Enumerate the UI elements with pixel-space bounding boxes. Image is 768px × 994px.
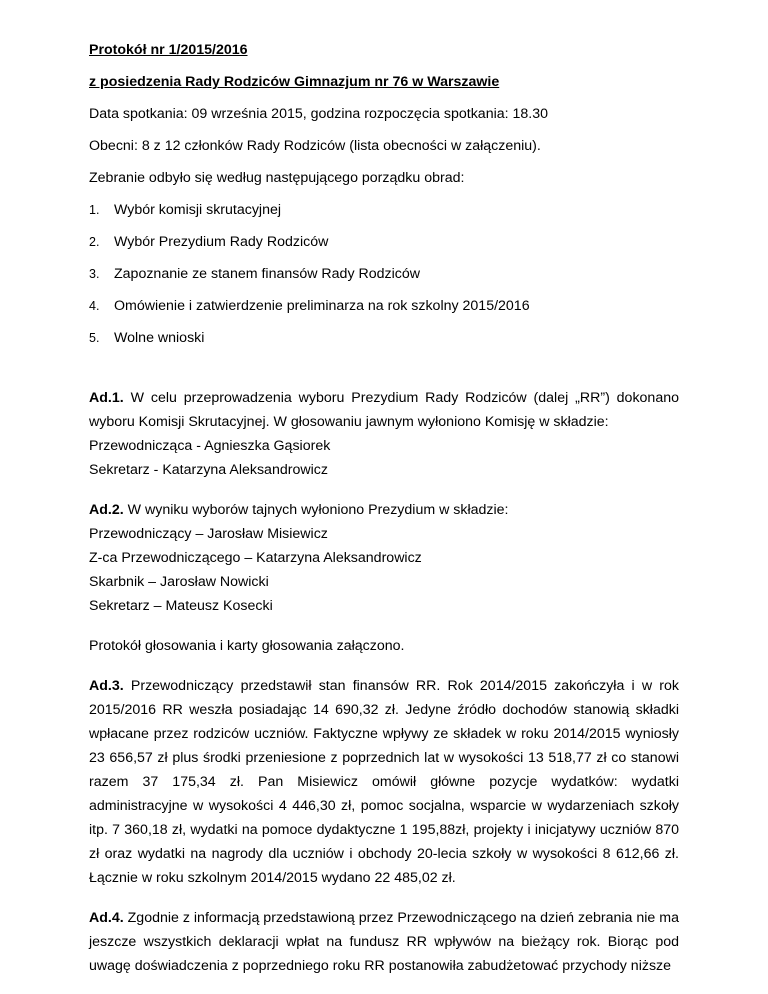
agenda-item-number: 1. [89,203,100,217]
ad2-member: Sekretarz – Mateusz Kosecki [89,598,273,614]
ad2-member: Przewodniczący – Jarosław Misiewicz [89,526,328,542]
section-ad3 [89,674,679,890]
ad1-label: Ad.1. [89,390,124,406]
ad2-text: W wyniku wyborów tajnych wyłoniono Prezydium w składzie: [127,502,509,518]
agenda-intro: Zebranie odbyło się według następującego porządku obrad: [89,170,465,186]
ad2-member: Z-ca Przewodniczącego – Katarzyna Aleksandrowicz [89,550,422,566]
ad1-member: Przewodnicząca - Agnieszka Gąsiorek [89,438,331,454]
section-ad2 [89,498,679,658]
ad2-label: Ad.2. [89,502,124,518]
agenda-item-text: Omówienie i zatwierdzenie preliminarza na rok szkolny 2015/2016 [114,298,530,314]
document-title: Protokół nr 1/2015/2016 [89,42,248,58]
ad2-note: Protokół głosowania i karty głosowania załączono. [89,638,405,654]
agenda-item [89,198,679,222]
agenda-item-number: 3. [89,267,100,281]
attendance: Obecni: 8 z 12 członków Rady Rodziców (lista obecności w załączeniu). [89,138,541,154]
ad1-member: Sekretarz - Katarzyna Aleksandrowicz [89,462,328,478]
agenda-item-text: Wybór komisji skrutacyjnej [114,202,282,218]
agenda-item [89,326,679,350]
agenda-item-text: Zapoznanie ze stanem finansów Rady Rodziców [114,266,420,282]
ad3-text: Przewodniczący przedstawił stan finansów RR. Rok 2014/2015 zakończyła i w rok 2015/2016 RR weszła posiadając 14 690,32 zł. Jedyne źródło dochodów stanowią składki wpłacane przez rodziców uczniów. Faktyczne wpływy ze składek w roku 2014/2015 wyniosły 23 656,57 zł plus środki przeniesione z poprzednich lat w wysokości 13 518,77 zł co stanowi razem 37 175,34 zł. Pan Misiewicz omówił główne pozycje wydatków: wydatki administracyjne w wysokości 4 446,30 zł, pomoc socjalna, wsparcie w wydarzeniach szkoły itp. 7 360,18 zł, wydatki na pomoce dydaktyczne 1 195,88zł, projekty i inicjatywy uczniów 870 zł oraz wydatki na nagrody dla uczniów i obchody 20-lecia szkoły w wysokości 8 612,66 zł. Łącznie w roku szkolnym 2014/2015 wydano 22 485,02 zł. [89,678,679,886]
document-page [89,38,679,978]
section-ad1 [89,386,679,482]
agenda-item-number: 5. [89,331,100,345]
agenda-list [89,198,679,350]
ad4-label: Ad.4. [89,910,124,926]
ad1-text: W celu przeprowadzenia wyboru Prezydium Rady Rodziców (dalej „RR”) dokonano wyboru Komisji Skrutacyjnej. W głosowaniu jawnym wyłoniono Komisję w składzie: [89,390,679,430]
agenda-item-text: Wolne wnioski [114,330,205,346]
agenda-item-number: 4. [89,299,100,313]
document-subtitle: z posiedzenia Rady Rodziców Gimnazjum nr 76 w Warszawie [89,74,500,90]
meeting-date: Data spotkania: 09 września 2015, godzina rozpoczęcia spotkania: 18.30 [89,106,549,122]
ad2-paragraph [89,498,679,522]
ad3-label: Ad.3. [89,678,124,694]
section-ad4 [89,906,679,978]
agenda-item [89,262,679,286]
agenda-item [89,230,679,254]
agenda-item [89,294,679,318]
ad4-text: Zgodnie z informacją przedstawioną przez Przewodniczącego na dzień zebrania nie ma jeszcze wszystkich deklaracji wpłat na fundusz RR wpływów na bieżący rok. Biorąc pod uwagę doświadczenia z poprzedniego roku RR postanowiła zabudżetować przychody niższe [89,910,679,974]
agenda-item-number: 2. [89,235,100,249]
agenda-item-text: Wybór Prezydium Rady Rodziców [114,234,329,250]
ad1-paragraph [89,386,679,434]
ad2-member: Skarbnik – Jarosław Nowicki [89,574,269,590]
